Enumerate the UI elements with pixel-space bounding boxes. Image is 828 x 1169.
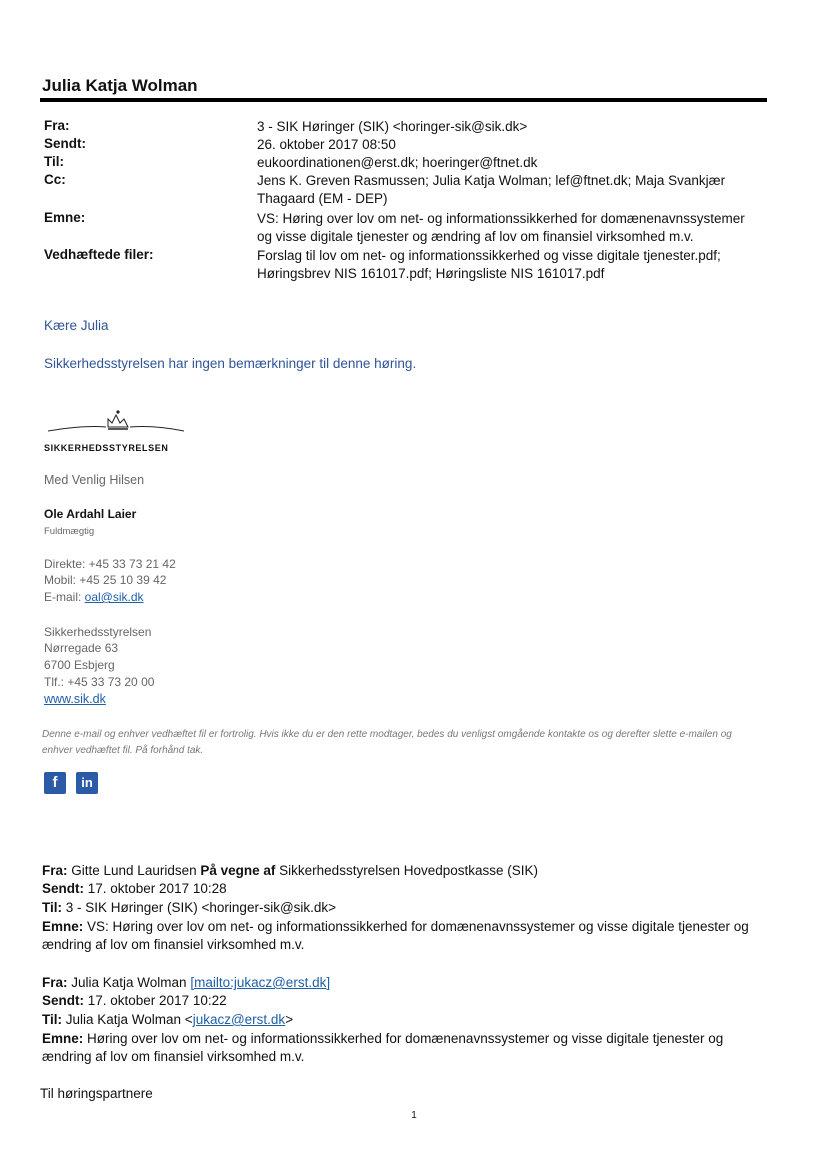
fwd1-to-label: Til: — [42, 900, 62, 915]
sent-value: 26. oktober 2017 08:50 — [257, 137, 396, 152]
direct-phone: Direkte: +45 33 73 21 42 — [44, 557, 176, 571]
header-rule — [40, 98, 767, 102]
fwd2-to-label: Til: — [42, 1012, 62, 1027]
street: Nørregade 63 — [44, 641, 119, 655]
fwd2-to-name: Julia Katja Wolman < — [62, 1012, 193, 1027]
fwd1-to — [42, 899, 762, 917]
to-label: Til: — [44, 154, 64, 169]
fwd1-from-name: Gitte Lund Lauridsen — [67, 863, 201, 878]
owner-name: Julia Katja Wolman — [42, 76, 198, 95]
fwd1-on-behalf: På vegne af — [200, 863, 276, 878]
from-label: Fra: — [44, 118, 70, 133]
facebook-icon[interactable]: f — [44, 772, 66, 794]
disclaimer: Denne e-mail og enhver vedhæftet fil er fortrolig. Hvis ikke du er den rette modtager, bedes du venligst omgående kontakte os og derefter slette e-mailen og enhver vedhæftet fil. På forhånd tak. — [42, 729, 732, 756]
city: 6700 Esbjerg — [44, 658, 115, 672]
fwd2-to-close: > — [285, 1012, 294, 1027]
mobile-phone: Mobil: +45 25 10 39 42 — [44, 573, 167, 587]
fwd2-to — [42, 1011, 762, 1029]
website-link[interactable]: www.sik.dk — [44, 692, 106, 706]
fwd2-subject-label: Emne: — [42, 1031, 84, 1046]
message: Sikkerhedsstyrelsen har ingen bemærkninger til denne høring. — [44, 356, 417, 371]
fwd2-sent — [42, 992, 762, 1010]
page-number: 1 — [411, 1110, 417, 1121]
fwd1-sent-label: Sendt: — [42, 881, 84, 896]
fwd2-from-mailto-link[interactable]: [mailto:jukacz@erst.dk] — [190, 975, 331, 990]
fwd2-sent-label: Sendt: — [42, 993, 84, 1008]
fwd1-from — [42, 862, 762, 880]
sender-name: Ole Ardahl Laier — [44, 507, 137, 521]
sent-label: Sendt: — [44, 136, 86, 151]
fwd2-from — [42, 974, 762, 992]
email-label: E-mail: — [44, 590, 85, 604]
fwd2-from-label: Fra: — [42, 975, 68, 990]
fwd1-subject-value: VS: Høring over lov om net- og informationssikkerhed for domænenavnssystemer og visse digitale tjenester og ændring af lov om finansiel virksomhed m.v. — [42, 919, 749, 952]
greeting: Kære Julia — [44, 318, 109, 333]
fwd2-subject-value: Høring over lov om net- og informationssikkerhed for domænenavnssystemer og visse digitale tjenester og ændring af lov om finansiel virksomhed m.v. — [42, 1031, 724, 1064]
logo-text: SIKKERHEDSSTYRELSEN — [44, 443, 169, 453]
fwd2-subject — [42, 1030, 762, 1066]
from-value: 3 - SIK Høringer (SIK) <horinger-sik@sik.dk> — [257, 119, 528, 134]
fwd1-to-value: 3 - SIK Høringer (SIK) <horinger-sik@sik.dk> — [62, 900, 337, 915]
phone: Tlf.: +45 33 73 20 00 — [44, 675, 155, 689]
fwd1-sent-value: 17. oktober 2017 10:28 — [84, 881, 227, 896]
sender-title: Fuldmægtig — [44, 526, 95, 537]
fwd1-from-label: Fra: — [42, 863, 68, 878]
closing: Med Venlig Hilsen — [44, 473, 145, 487]
linkedin-icon[interactable]: in — [76, 772, 98, 794]
attachments-value: Forslag til lov om net- og informationssikkerhed og visse digitale tjenester.pdf; Høringsbrev NIS 161017.pdf; Høringsliste NIS 161017.pdf — [257, 248, 721, 281]
fwd2-from-name: Julia Katja Wolman — [67, 975, 191, 990]
subject-label: Emne: — [44, 210, 86, 225]
fwd1-sent — [42, 880, 762, 898]
fwd2-sent-value: 17. oktober 2017 10:22 — [84, 993, 227, 1008]
email-line — [44, 590, 144, 604]
fwd1-subject-label: Emne: — [42, 919, 84, 934]
closing-line: Til høringspartnere — [40, 1086, 153, 1101]
to-value: eukoordinationen@erst.dk; hoeringer@ftnet.dk — [257, 155, 538, 170]
cc-label: Cc: — [44, 172, 66, 187]
org-name: Sikkerhedsstyrelsen — [44, 625, 152, 639]
attachments-label: Vedhæftede filer: — [44, 247, 154, 262]
cc-value: Jens K. Greven Rasmussen; Julia Katja Wolman; lef@ftnet.dk; Maja Svankjær Thagaard (EM - DEP) — [257, 173, 726, 206]
email-link[interactable]: oal@sik.dk — [84, 590, 144, 604]
fwd2-to-mail-link[interactable]: jukacz@erst.dk — [192, 1012, 286, 1027]
crown-icon — [44, 405, 194, 441]
fwd1-subject — [42, 918, 762, 954]
fwd1-from-org: Sikkerhedsstyrelsen Hovedpostkasse (SIK) — [275, 863, 539, 878]
sikkerhedsstyrelsen-logo — [44, 405, 194, 455]
subject-value: VS: Høring over lov om net- og informationssikkerhed for domænenavnssystemer og visse digitale tjenester og ændring af lov om finansiel virksomhed m.v. — [257, 211, 745, 244]
